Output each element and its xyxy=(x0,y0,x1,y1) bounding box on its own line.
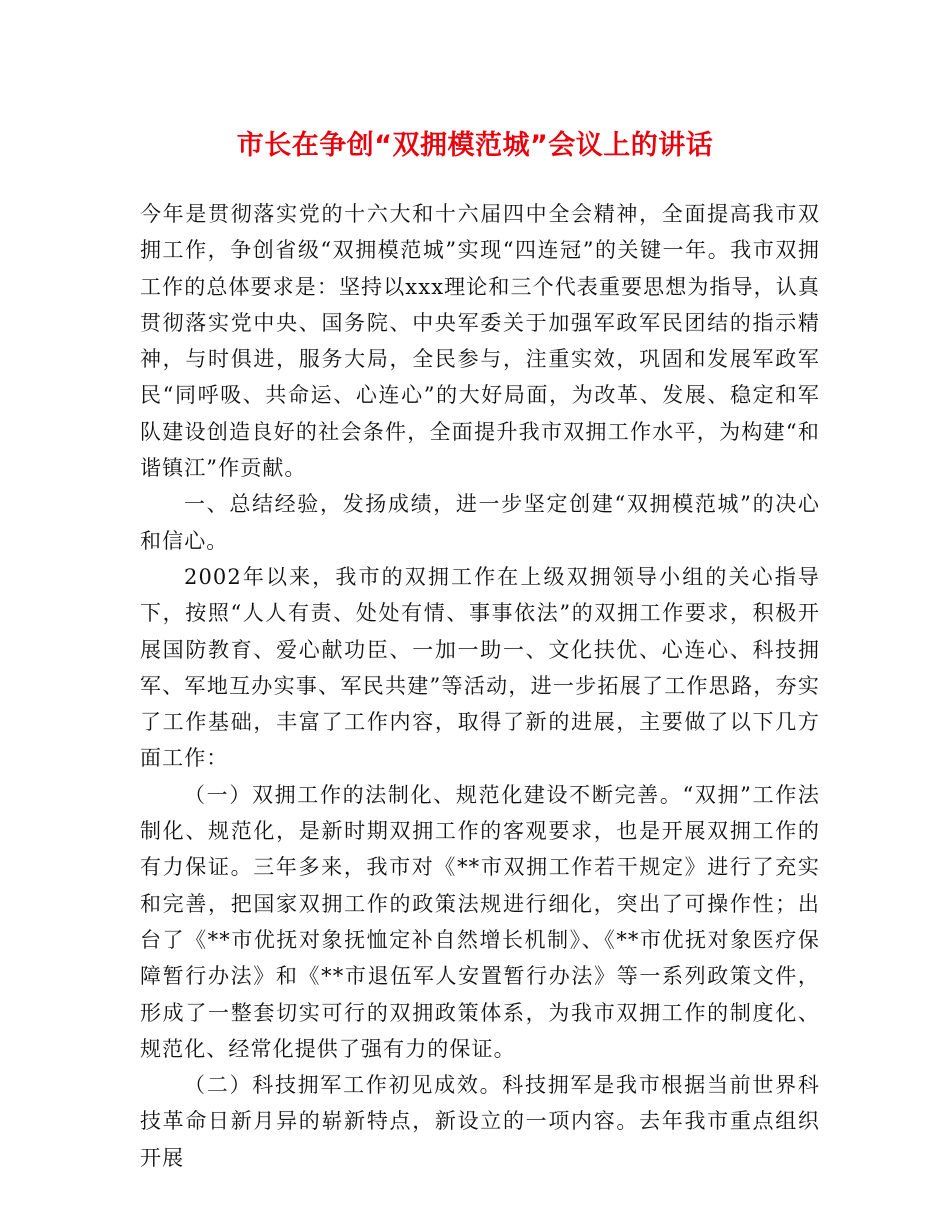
paragraph-section-one-heading: 一、总结经验，发扬成绩，进一步坚定创建“双拥模范城”的决心和信心。 xyxy=(140,492,820,553)
document-body xyxy=(140,196,820,1176)
document-title: 市长在争创“双拥模范城”会议上的讲话 xyxy=(236,130,714,161)
paragraph-intro: 今年是贯彻落实党的十六大和十六届四中全会精神，全面提高我市双拥工作，争创省级“双拥模范城”实现“四连冠”的关键一年。我市双拥工作的总体要求是：坚持以xxx理论和三个代表重要思想为指导，认真贯彻落实党中央、国务院、中央军委关于加强军政军民团结的指示精神，与时俱进，服务大局，全民参与，注重实效，巩固和发展军政军民“同呼吸、共命运、心连心”的大好局面，为改革、发展、稳定和军队建设创造良好的社会条件，全面提升我市双拥工作水平，为构建“和谐镇江”作贡献。 xyxy=(140,202,820,481)
paragraph-since-2002: 2002年以来，我市的双拥工作在上级双拥领导小组的关心指导下，按照“人人有责、处处有情、事事依法”的双拥工作要求，积极开展国防教育、爱心献功臣、一加一助一、文化扶优、心连心、科技拥军、军地互办实事、军民共建”等活动，进一步拓展了工作思路，夯实了工作基础，丰富了工作内容，取得了新的进展，主要做了以下几方面工作： xyxy=(140,564,820,771)
paragraph-tech-support-army: （二）科技拥军工作初见成效。科技拥军是我市根据当前世界科技革命日新月异的崭新特点，新设立的一项内容。去年我市重点组织开展 xyxy=(140,1073,820,1170)
paragraph-legal-standardization: （一）双拥工作的法制化、规范化建设不断完善。“双拥”工作法制化、规范化，是新时期双拥工作的客观要求，也是开展双拥工作的有力保证。三年多来，我市对《**市双拥工作若干规定》进行了充实和完善，把国家双拥工作的政策法规进行细化，突出了可操作性；出台了《**市优抚对象抚恤定补自然增长机制》、《**市优抚对象医疗保障暂行办法》和《**市退伍军人安置暂行办法》等一系列政策文件，形成了一整套切实可行的双拥政策体系，为我市双拥工作的制度化、规范化、经常化提供了强有力的保证。 xyxy=(140,782,820,1061)
